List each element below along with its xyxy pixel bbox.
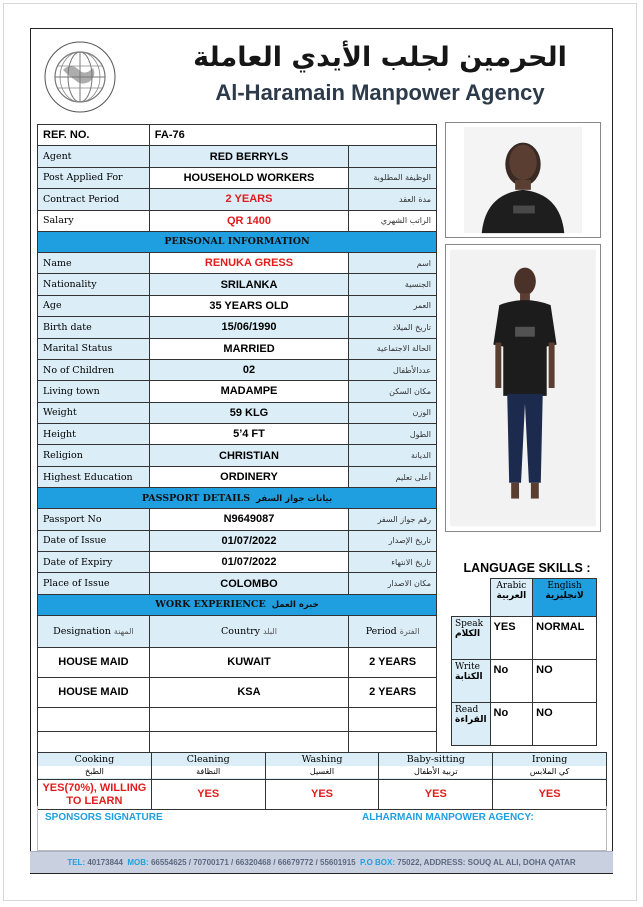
row-label: Nationality (38, 274, 150, 295)
table-row (38, 445, 437, 466)
country-cell: KUWAIT (149, 647, 348, 677)
skill-label-ar: كي الملابس (493, 766, 606, 778)
table-row (38, 252, 437, 273)
row-label: Passport No (38, 509, 150, 530)
row-arabic: الحالة الاجتماعية (349, 338, 437, 359)
arabic-title: الحرمين لجلب الأيدي العاملة (193, 42, 567, 73)
skill-value: YES (265, 780, 379, 810)
row-value: 01/07/2022 (149, 530, 348, 551)
designation-cell: HOUSE MAID (38, 647, 150, 677)
globe-logo (43, 40, 117, 114)
arabic-col-en: Arabic (496, 581, 527, 591)
row-arabic: الديانة (349, 445, 437, 466)
row-label: Place of Issue (38, 573, 150, 594)
row-value: 15/06/1990 (149, 317, 348, 338)
language-row (452, 617, 597, 660)
table-row (38, 167, 437, 188)
table-row (38, 274, 437, 295)
row-arabic: الراتب الشهري (349, 210, 437, 231)
col-country-en: Country (221, 625, 260, 637)
period-cell: 2 YEARS (349, 647, 437, 677)
english-level: NORMAL (533, 617, 597, 660)
col-country (149, 615, 348, 647)
english-title: Al-Haramain Manpower Agency (215, 80, 545, 105)
row-arabic: مكان السكن (349, 381, 437, 402)
table-row (38, 530, 437, 551)
skill-label: Washing (301, 754, 343, 765)
english-level: NO (533, 660, 597, 703)
table-row (38, 424, 437, 445)
row-label: No of Children (38, 359, 150, 380)
skill-label: Baby-sitting (406, 754, 465, 765)
empty-cell (149, 707, 348, 731)
row-arabic: تاريخ الانتهاء (349, 552, 437, 573)
full-body-photo (445, 244, 601, 532)
row-label: Highest Education (38, 466, 150, 487)
row-value: 01/07/2022 (149, 552, 348, 573)
empty-cell (452, 579, 491, 617)
language-row-label (452, 617, 491, 660)
row-arabic: تاريخ الإصدار (349, 530, 437, 551)
section-heading (38, 231, 437, 252)
row-value: 5’4 FT (149, 424, 348, 445)
row-value: CHRISTIAN (149, 445, 348, 466)
row-value: 02 (149, 359, 348, 380)
skill-value: YES (151, 780, 265, 810)
arabic-level: No (490, 703, 533, 746)
language-row-label-en: Write (455, 662, 480, 672)
row-label: Date of Expiry (38, 552, 150, 573)
row-label: Living town (38, 381, 150, 402)
col-period-ar: الفترة (399, 626, 420, 636)
col-country-ar: البلد (263, 626, 277, 636)
skill-label: Cooking (74, 754, 115, 765)
row-arabic: عددالأطفال (349, 359, 437, 380)
english-col (533, 579, 597, 617)
row-label: Agent (38, 146, 150, 167)
portrait-photo (445, 122, 601, 238)
row-arabic: الطول (349, 424, 437, 445)
row-value: QR 1400 (149, 210, 348, 231)
empty-cell (349, 707, 437, 731)
language-row (452, 703, 597, 746)
section-heading (38, 594, 437, 615)
language-row-label-en: Speak (455, 619, 484, 629)
contact-footer (30, 851, 613, 873)
cv-table (37, 124, 437, 756)
skill-label-ar: الطبخ (38, 766, 151, 778)
row-label: Birth date (38, 317, 150, 338)
skill-value: YES (493, 780, 607, 810)
skill-label: Cleaning (186, 754, 230, 765)
language-row-label (452, 703, 491, 746)
skills-table (37, 752, 607, 810)
po-value: 75022, ADDRESS: SOUQ AL ALI, DOHA QATAR (397, 858, 576, 867)
row-value: 2 YEARS (149, 189, 348, 210)
section-heading (38, 488, 437, 509)
skill-value: YES (379, 780, 493, 810)
language-table (451, 578, 597, 746)
row-label: Contract Period (38, 189, 150, 210)
row-arabic: الوظيفة المطلوبة (349, 167, 437, 188)
row-arabic: مدة العقد (349, 189, 437, 210)
designation-cell: HOUSE MAID (38, 677, 150, 707)
work-header-row (38, 615, 437, 647)
table-row (38, 402, 437, 423)
table-row (38, 707, 437, 731)
empty-cell (38, 707, 150, 731)
table-row (38, 146, 437, 167)
tel-value: 40173844 (87, 858, 123, 867)
language-row-label-ar: الكتابة (455, 672, 483, 682)
table-row (38, 677, 437, 707)
row-arabic: الجنسية (349, 274, 437, 295)
arabic-col (490, 579, 533, 617)
english-col-ar: لانجليزية (545, 591, 584, 601)
row-arabic: اسم (349, 252, 437, 273)
row-value: SRILANKA (149, 274, 348, 295)
passport-heading-ar: بيانات جواز السفر (256, 493, 333, 504)
row-label: Weight (38, 402, 150, 423)
language-skills-title: LANGUAGE SKILLS : (463, 561, 591, 575)
skill-label-ar: تربية الأطفال (379, 766, 492, 778)
col-period-en: Period (365, 625, 397, 637)
row-value: HOUSEHOLD WORKERS (149, 167, 348, 188)
row-arabic: رقم جواز السفر (349, 509, 437, 530)
row-arabic: الوزن (349, 402, 437, 423)
table-row (38, 295, 437, 316)
arabic-level: YES (490, 617, 533, 660)
english-col-en: English (547, 581, 582, 591)
table-row (38, 338, 437, 359)
passport-heading-en: PASSPORT DETAILS (141, 492, 251, 504)
skill-label: Ironing (531, 754, 568, 765)
row-value: 59 KLG (149, 402, 348, 423)
row-value: COLOMBO (149, 573, 348, 594)
table-row (38, 466, 437, 487)
row-arabic: مكان الاصدار (349, 573, 437, 594)
skill-header (493, 753, 607, 780)
row-value: RENUKA GRESS (149, 252, 348, 273)
table-row (38, 189, 437, 210)
ref-row (38, 125, 437, 146)
table-row (38, 647, 437, 677)
country-cell: KSA (149, 677, 348, 707)
table-row (38, 552, 437, 573)
table-row (38, 359, 437, 380)
row-label: Height (38, 424, 150, 445)
po-label: P.O BOX: (360, 858, 396, 867)
language-header-row (452, 579, 597, 617)
row-label: Date of Issue (38, 530, 150, 551)
row-label: Name (38, 252, 150, 273)
work-heading-en: WORK EXPERIENCE (155, 599, 266, 611)
col-designation (38, 615, 150, 647)
arabic-col-ar: العربية (496, 591, 527, 601)
passport-heading (38, 488, 437, 509)
work-heading-ar: خبره العمل (271, 600, 319, 611)
table-row (38, 317, 437, 338)
tel-label: TEL: (67, 858, 86, 867)
row-value: 35 YEARS OLD (149, 295, 348, 316)
mob-label: MOB: (127, 858, 149, 867)
skills-value-row (38, 780, 607, 810)
personal-heading: PERSONAL INFORMATION (38, 231, 437, 252)
table-row (38, 210, 437, 231)
skill-header (379, 753, 493, 780)
row-label: Post Applied For (38, 167, 150, 188)
row-arabic (349, 146, 437, 167)
row-value: ORDINERY (149, 466, 348, 487)
col-designation-ar: المهنة (113, 626, 134, 636)
row-arabic: تاريخ الميلاد (349, 317, 437, 338)
work-heading (38, 594, 437, 615)
table-row (38, 381, 437, 402)
row-value: MARRIED (149, 338, 348, 359)
agency-signature-label: ALHARMAIN MANPOWER AGENCY: (362, 812, 534, 823)
row-label: Salary (38, 210, 150, 231)
mob-value: 66554625 / 70700171 / 66320468 / 66679772 / 55601915 (150, 858, 356, 867)
table-row (38, 509, 437, 530)
language-row (452, 660, 597, 703)
col-period (349, 615, 437, 647)
row-label: Age (38, 295, 150, 316)
skills-header-row (38, 753, 607, 780)
skill-header (151, 753, 265, 780)
skill-header (265, 753, 379, 780)
language-row-label (452, 660, 491, 703)
col-designation-en: Designation (53, 625, 111, 637)
english-level: NO (533, 703, 597, 746)
language-row-label-en: Read (455, 705, 479, 715)
sponsor-signature-label: SPONSORS SIGNATURE (45, 812, 163, 823)
ref-label: REF. NO. (38, 125, 150, 146)
skill-header (38, 753, 152, 780)
row-label: Marital Status (38, 338, 150, 359)
skill-label-ar: الغسيل (266, 766, 379, 778)
language-row-label-ar: القراءة (455, 715, 487, 725)
row-value: RED BERRYLS (149, 146, 348, 167)
skill-value: YES(70%), WILLING TO LEARN (38, 780, 152, 810)
row-value: N9649087 (149, 509, 348, 530)
language-row-label-ar: الكلام (455, 629, 481, 639)
row-label: Religion (38, 445, 150, 466)
arabic-level: No (490, 660, 533, 703)
row-arabic: أعلى تعليم (349, 466, 437, 487)
skill-label-ar: النظافة (152, 766, 265, 778)
period-cell: 2 YEARS (349, 677, 437, 707)
table-row (38, 573, 437, 594)
row-arabic: العمر (349, 295, 437, 316)
ref-value: FA-76 (149, 125, 436, 146)
row-value: MADAMPE (149, 381, 348, 402)
